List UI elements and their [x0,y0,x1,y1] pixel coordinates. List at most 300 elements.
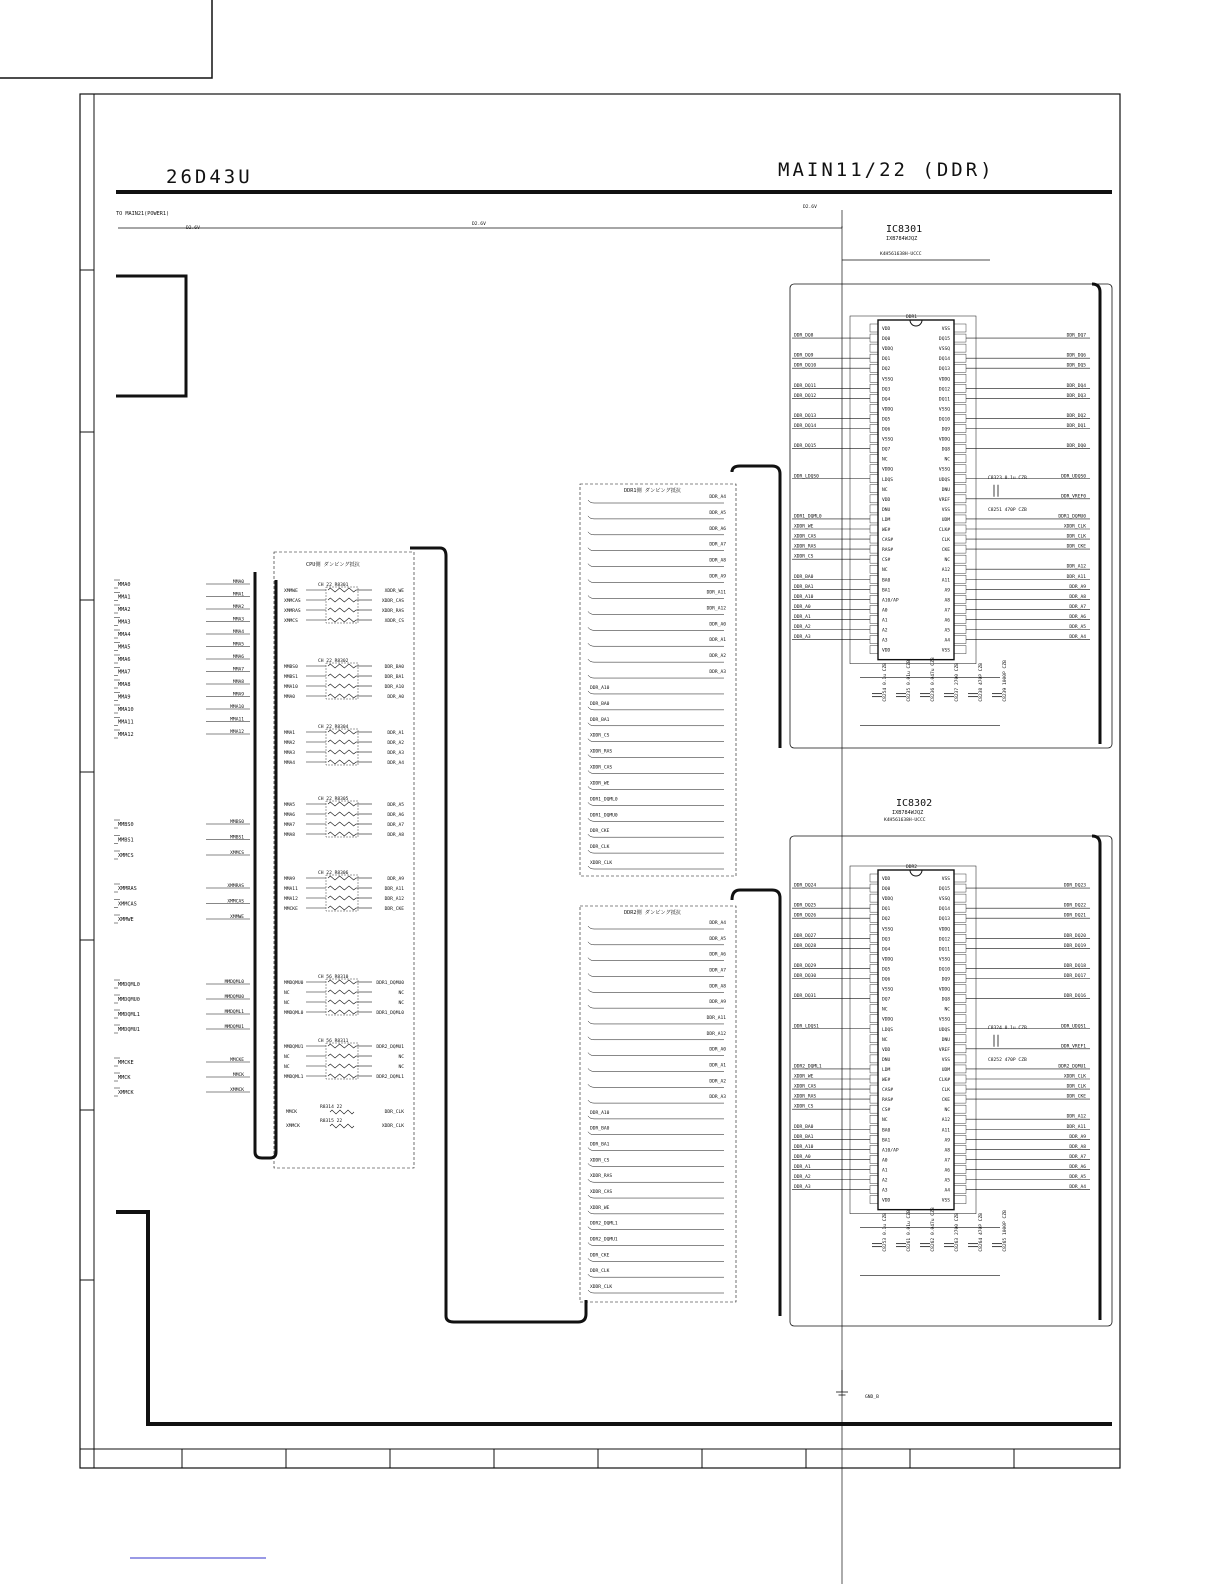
ic-left-pin: CS# [882,1108,891,1114]
damping-wire [588,802,724,805]
bus-entry-label: MMDQMU1 [224,1025,244,1030]
damping-net: DDR_A11 [706,590,726,596]
d26v-left-label: D2.6V [186,226,200,231]
pack-right-net: DDR_A11 [384,887,404,892]
pin-number-box [954,465,966,473]
resistor-symbol [328,1010,356,1014]
resistor-symbol [328,906,356,910]
ic-right-net: DDR_DQ19 [1063,943,1086,949]
pack-outline [326,587,358,623]
ic-right-net: DDR_A7 [1069,604,1086,610]
ic-right-pin: CKE [941,1098,950,1104]
pin-number-box [954,595,966,603]
damping-wire [588,1148,724,1151]
ic2-subpart: K4H561638H-UCCC [884,818,926,823]
pin-number-box [954,384,966,392]
pack-right-net: NC [398,1065,404,1070]
damping-wire [588,1227,724,1230]
ic-right-pin: A4 [944,638,950,644]
ic-right-pin: A5 [944,628,950,634]
ic-right-net: DDR_DQ17 [1063,974,1086,979]
ic-left-pin: A10/AP [882,598,899,604]
decoupling-cap-label: C8237 2700 CZB [955,662,960,702]
pin-number-box [870,605,878,613]
pin-number-box [870,404,878,412]
bus-entry-label: MMBS0 [230,820,244,825]
bus-entry-label: MMA7 [232,667,244,673]
resistor-symbol [328,1064,356,1068]
pin-number-box [870,1145,878,1153]
resistor-pack-ref: CH 22 R8304 [318,725,349,730]
ic-left-pin: BA1 [882,1138,891,1144]
ic-notch [910,320,922,326]
resistor-symbol [330,1124,354,1128]
ic-left-net: DDR_A0 [794,604,811,610]
damping-wire [588,1243,724,1246]
ic-right-net: DDR_DQ7 [1066,333,1086,339]
ic-right-pin: DQ9 [941,427,950,433]
ic-right-net: DDR_UDQS0 [1061,474,1086,480]
pack-right-net: DDR_A10 [384,685,404,690]
pack-left-net: MMA0 [284,695,296,700]
pin-number-box [954,1045,966,1053]
ic-right-pin: VSSQ [938,897,950,903]
decoupling-cap-label: C8236 0.047u CZB [931,657,936,702]
ic-right-pin: VDDQ [938,437,950,443]
damping-net: DDR_A1 [709,638,726,644]
ic-left-pin: DQ7 [882,997,891,1003]
ic-left-net: DDR_A0 [794,1154,811,1160]
ic-right-net: DDR_DQ4 [1066,383,1086,389]
ic-left-pin: VSSQ [882,927,894,933]
pin-number-box [870,1135,878,1143]
damping-net: DDR1_DQML0 [590,797,618,803]
ic2-part: IXB784WJQZ [892,810,924,816]
ic-right-net: DDR_A4 [1069,635,1086,641]
sheet-title: MAIN11/22 (DDR) [778,159,995,181]
pin-number-box [954,555,966,563]
pin-number-box [870,954,878,962]
ic-right-net: DDR_DQ0 [1066,444,1086,450]
pack-right-net: DDR2_DQMU1 [376,1045,404,1050]
damping-wire [588,643,724,646]
damping-wire [588,723,724,726]
bus-entry-label: XMMCS [230,851,244,856]
ic-right-pin: UDM [941,1067,950,1073]
ic-right-net: DDR_CKE [1066,1094,1086,1100]
bus-entry-label: MMA4 [232,630,244,635]
ic-right-pin: VDDQ [938,377,950,383]
decoupling-cap-label: C8235 0.01u CZB [907,660,912,702]
pin-number-box [870,1025,878,1033]
pin-number-box [870,985,878,993]
ic-right-net: DDR_VREF1 [1061,1044,1086,1050]
pin-number-box [954,545,966,553]
bus-entry-label: MMA6 [232,655,244,660]
pin-number-box [870,1055,878,1063]
bus-entry-label: MMA0 [232,580,244,585]
damping-net: DDR_CKE [590,1253,610,1259]
ic-left-pin: NC [882,1007,888,1013]
damping-net: DDR_A10 [590,1110,610,1116]
ic-left-pin: DQ4 [882,947,891,953]
ic-left-pin: VDDQ [882,407,894,413]
ic-left-net: DDR_DQ30 [794,974,817,979]
left-input-label: XMMRAS [118,886,137,892]
pack-right-net: NC [398,1001,404,1006]
ic-left-net: DDR_DQ10 [794,363,817,369]
pin-number-box [870,354,878,362]
pack-right-net: DDR_A4 [387,761,404,766]
pin-number-box [870,884,878,892]
pack-right-net: XDDR_CAS [381,599,404,604]
pin-number-box [954,884,966,892]
ic-left-net: XDDR_WE [794,1074,814,1080]
gnd-label: GND_B [865,1395,879,1400]
pin-number-box [954,1176,966,1184]
ic-right-pin: VSS [941,877,950,882]
damping-net: DDR_BA1 [590,717,610,723]
ic-right-pin: DQ14 [938,357,950,363]
pack-left-net: MMDQMU1 [284,1045,304,1050]
resistor-pack-ref: CH 22 R8302 [318,659,349,664]
pin-number-box [954,1035,966,1043]
pin-number-box [870,975,878,983]
pin-number-box [870,934,878,942]
bus-entry-label: XMMWE [230,915,244,920]
damping-wire [588,850,724,853]
ic-left-pin: VDD [882,497,891,503]
pack-right-net: DDR_A1 [387,731,404,736]
clk-right-net: XDDR_CLK [381,1124,404,1129]
clk-left-net: MMCK [286,1110,298,1115]
ic-right-pin: VSSQ [938,407,950,413]
ddr1-damping-block [580,484,736,876]
pin-number-box [954,485,966,493]
ic-right-net: DDR_A5 [1069,1175,1086,1180]
pin-number-box [870,344,878,352]
ic-left-pin: NC [882,1037,888,1043]
ic8301-block [790,224,1112,748]
pin-number-box [954,1115,966,1123]
damping-wire [588,500,724,503]
pin-number-box [870,944,878,952]
ic-left-net: XDDR_RAS [794,1094,817,1100]
ic-right-pin: DQ15 [938,887,950,893]
ic-right-pin: VREF [938,1047,950,1053]
ic-right-pin: DQ12 [938,937,950,943]
pin-number-box [870,646,878,654]
ic-left-net: DDR_DQ14 [794,424,817,429]
damping-wire [588,707,724,710]
pin-number-box [870,995,878,1003]
damping-net: DDR_CLK [590,845,610,851]
ic-left-net: DDR_A1 [794,1164,811,1170]
ic-left-pin: DQ5 [882,417,891,423]
ic-right-net: DDR_A7 [1069,1154,1086,1160]
pin-number-box [954,1165,966,1173]
damping-wire [588,516,724,519]
pin-number-box [954,605,966,613]
damping-net: DDR_A5 [709,936,726,942]
damping-net: DDR_A7 [709,542,726,548]
pack-right-net: DDR1_DQML0 [376,1011,404,1016]
pin-number-box [870,1125,878,1133]
pack-left-net: NC [284,1001,290,1006]
left-input-nets [114,579,250,1096]
cpu-damping-block [274,552,414,1168]
ic1-subpart: K4H561638H-UCCC [880,252,922,257]
resistor-symbol [328,760,356,764]
damping-net: XDDR_CLK [590,861,613,866]
pin-number-box [870,435,878,443]
ic-right-net: DDR_DQ18 [1063,963,1086,969]
ic-right-net: DDR_A9 [1069,1134,1086,1140]
ic-notch [910,870,922,876]
pin-number-box [954,944,966,952]
pin-number-box [954,354,966,362]
left-input-label: XMMCK [118,1090,134,1096]
ic-left-net: DDR_A1 [794,614,811,620]
ic-right-pin: VDDQ [938,987,950,993]
ic1-part: IXB784WJQZ [886,236,918,242]
resistor-symbol [328,990,356,994]
ic-left-pin: DQ0 [882,887,891,893]
pin-number-box [954,414,966,422]
ic-left-pin: DQ1 [882,357,891,363]
ic-right-net: DDR_A11 [1066,574,1086,580]
ic-left-net: DDR_DQ24 [794,883,817,889]
left-input-label: XMMCAS [118,901,137,908]
damping-net: DDR_A3 [709,670,726,676]
damping-net: DDR_A10 [590,685,610,691]
ic-right-pin: CLK [941,538,950,544]
pin-number-box [870,626,878,634]
clk-left-net: XMMCK [286,1124,300,1129]
damping-net: XDDR_RAS [590,1174,613,1180]
damping-net: DDR_A6 [709,952,726,958]
left-input-label: MMA8 [118,682,131,688]
ic-left-pin: CAS# [882,538,894,544]
damping-wire [588,1163,724,1166]
ic-left-pin: DQ3 [882,937,891,943]
ic-left-pin: VDDQ [882,1017,894,1023]
pin-number-box [954,1085,966,1093]
damping-net: DDR_A5 [709,510,726,516]
ic-right-net: DDR1_DQMU0 [1058,514,1086,520]
pin-number-box [870,364,878,372]
ic-right-pin: VDDQ [938,927,950,933]
ic-left-net: DDR_A2 [794,1175,811,1180]
ic-right-net: DDR_A8 [1069,1144,1086,1150]
pin-number-box [870,394,878,402]
pin-number-box [954,1186,966,1194]
ic-right-net: DDR_CLK [1066,534,1086,540]
pin-number-box [954,934,966,942]
damping-net: DDR_A9 [709,1000,726,1006]
pack-right-net: XDDR_CS [384,619,404,624]
pack-right-net: XDDR_RAS [381,609,404,614]
resistor-symbol [328,1074,356,1078]
damping-wire [588,564,724,567]
pin-number-box [870,585,878,593]
damping-net: DDR_A2 [709,654,726,660]
pack-left-net: MMA1 [284,731,296,736]
pin-number-box [954,435,966,443]
pack-right-net: DDR_A9 [387,877,404,882]
pin-number-box [870,575,878,583]
ic-left-net: DDR1_DQML0 [794,514,822,520]
ic-right-pin: VSS [941,1057,950,1063]
dnu-cap-label: C8252 470P CZB [988,1057,1027,1063]
ic-right-pin: NC [944,1108,950,1114]
ic-left-pin: BA1 [882,588,891,594]
decoupling-cap-label: C8253 0.1u CZB [883,1212,888,1252]
pin-number-box [954,515,966,523]
ddr2-damping-block [580,906,736,1302]
damping-net: XDDR_WE [590,1205,610,1211]
ic-left-pin: LDQS [882,477,894,483]
pin-number-box [870,615,878,623]
resistor-symbol [328,822,356,826]
pin-number-box [954,495,966,503]
pack-right-net: DDR_A3 [387,751,404,756]
ic-left-pin: VDD [882,327,891,332]
damping-net: DDR_A3 [709,1095,726,1101]
resistor-symbol [328,694,356,698]
ic-right-net: DDR2_DQMU1 [1058,1064,1086,1070]
ic-left-net: XDDR_CAS [794,534,817,540]
ic-right-pin: DQ15 [938,337,950,343]
left-input-label: MMDQML1 [118,1012,140,1018]
pack-left-net: MMA8 [284,833,296,838]
left-input-label: MMBS0 [118,822,134,828]
bus-entry-label: MMA10 [230,705,244,710]
ic-left-pin: VSSQ [882,437,894,443]
vref-cap-label: C8324 0.1u CZB [988,1025,1027,1031]
pin-number-box [870,1095,878,1103]
pin-number-box [870,465,878,473]
left-input-label: MMA11 [118,719,134,726]
ic-right-pin: VSS [941,327,950,332]
pin-number-box [954,394,966,402]
bus-entry-label: MMDQML0 [224,980,244,985]
ic-left-pin: LDM [882,517,891,523]
pin-number-box [870,1075,878,1083]
ic-right-pin: VSS [941,507,950,513]
pin-number-box [870,595,878,603]
left-input-label: MMCK [118,1075,131,1081]
pack-outline [326,979,358,1015]
ic-left-pin: DQ4 [882,397,891,403]
ic-right-pin: NC [944,457,950,463]
ic-left-pin: DQ5 [882,967,891,973]
pack-left-net: MMA12 [284,897,298,902]
ic-right-net: DDR_DQ16 [1063,994,1086,1000]
damping-wire [588,1290,724,1293]
resistor-symbol [328,980,356,984]
ic-right-pin: DQ9 [941,977,950,983]
ic-right-pin: DQ12 [938,387,950,393]
pin-number-box [870,904,878,912]
pack-left-net: XMMWE [284,589,298,594]
ic-left-pin: DQ7 [882,447,891,453]
ic-left-pin: A3 [882,1188,888,1194]
decoupling-cap-label: C8263 2700 CZB [955,1212,960,1252]
resistor-symbol [328,674,356,678]
ic-left-pin: DQ2 [882,367,891,373]
ic-left-pin: CS# [882,558,891,564]
pin-number-box [870,914,878,922]
damping-net: DDR_A0 [709,622,726,628]
ic2-ref: IC8302 [896,798,933,809]
decoupling-cap-label: C8239 1000P CZB [1003,660,1008,702]
ic-left-pin: DQ2 [882,917,891,923]
pack-left-net: NC [284,991,290,996]
damping-wire [588,989,724,992]
damping-net: XDDR_WE [590,781,610,787]
ic-left-pin: NC [882,457,888,463]
power-net [118,210,990,1584]
pack-right-net: DDR_BA0 [384,665,404,670]
pin-number-box [954,425,966,433]
pack-right-net: DDR_A5 [387,803,404,808]
pack-right-net: DDR_A0 [387,695,404,700]
pack-right-net: DDR_BA1 [384,675,404,680]
pin-number-box [954,1075,966,1083]
pin-number-box [870,1105,878,1113]
pin-number-box [954,475,966,483]
dnu-cap-label: C8251 470P CZB [988,507,1027,513]
damping-net: XDDR_CLK [590,1285,613,1290]
pin-number-box [954,1025,966,1033]
pin-number-box [954,404,966,412]
damping-net: XDDR_CS [590,733,610,739]
damping-net: DDR_A2 [709,1079,726,1085]
damping-net: DDR_BA0 [590,1126,610,1132]
pin-number-box [954,445,966,453]
ic-left-pin: A10/AP [882,1148,899,1154]
resistor-pack-ref: CH 56 R8310 [318,975,349,980]
ic-left-pin: DNU [882,507,891,513]
ic-left-pin: A2 [882,1178,888,1184]
damping-wire [588,818,724,821]
ic-left-pin: VDD [882,648,891,654]
ic-right-pin: VREF [938,497,950,503]
damping-net: DDR_CKE [590,829,610,835]
resistor-symbol [328,684,356,688]
bus-entry-label: XMMCK [230,1088,244,1093]
damping-net: XDDR_CAS [590,765,613,771]
pack-right-net: DDR1_DQMU0 [376,981,404,986]
pin-number-box [954,1155,966,1163]
ic-right-pin: A5 [944,1178,950,1184]
ic-left-pin: A1 [882,618,888,624]
ic-left-net: XDDR_CS [794,1104,814,1110]
pin-number-box [954,1105,966,1113]
ic-left-net: DDR_BA0 [794,1124,814,1130]
pack-left-net: MMA3 [284,751,296,756]
damping-wire [588,627,724,630]
damping-wire [588,548,724,551]
pack-left-net: MMBS0 [284,665,298,670]
pack-right-net: DDR_A8 [387,833,404,838]
damping-net: XDDR_CAS [590,1190,613,1196]
ic-left-net: DDR_DQ15 [794,444,817,450]
ic-left-pin: WE# [882,1078,891,1083]
ic-left-pin: DQ6 [882,977,891,983]
ic-right-net: DDR_A12 [1066,1114,1086,1120]
